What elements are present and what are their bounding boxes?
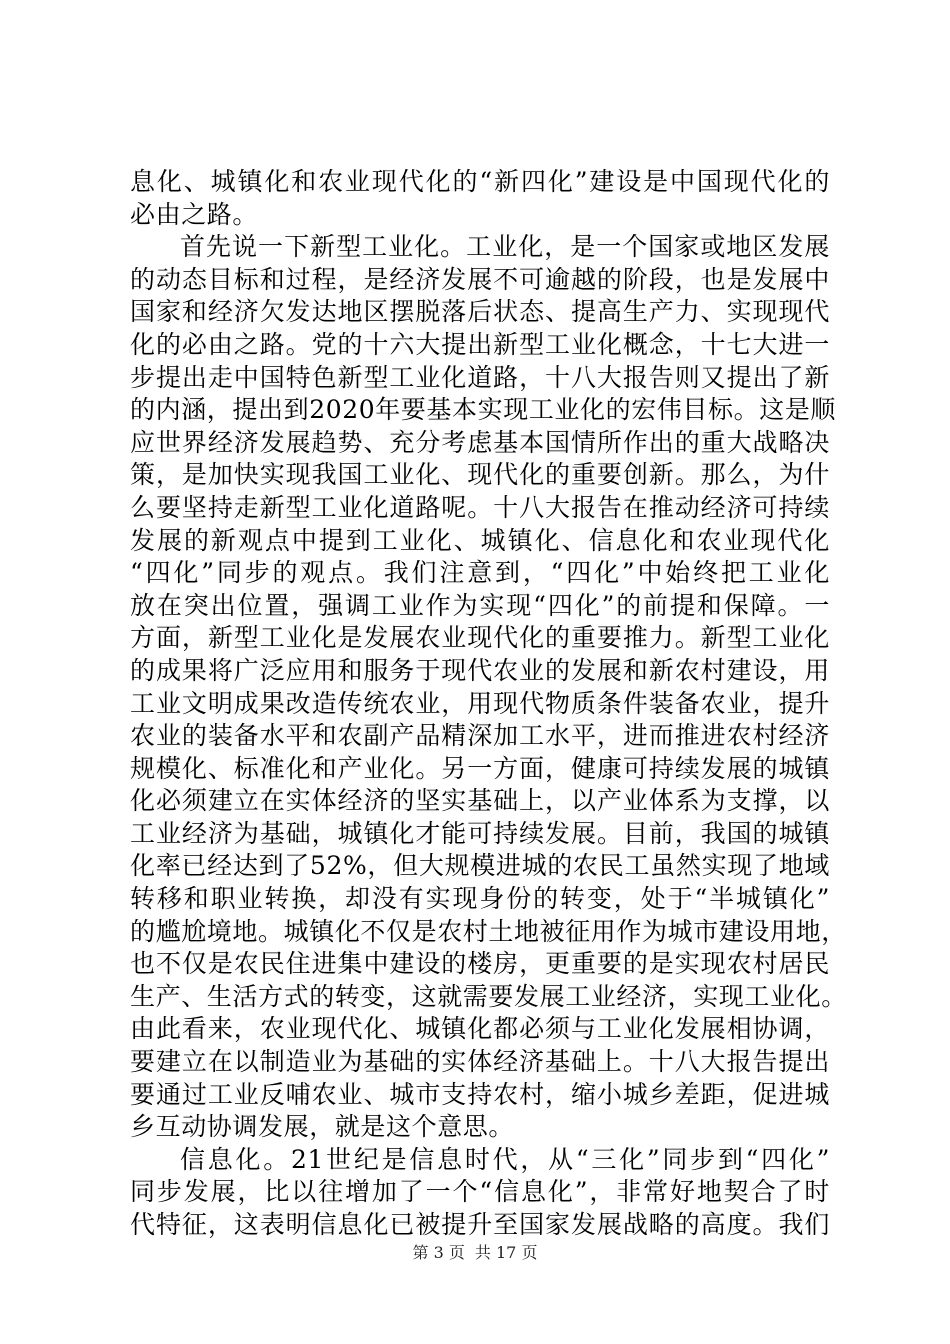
text-line: 转移和职业转换，却没有实现身份的转变，处于“半城镇化” <box>130 884 830 914</box>
text-line: 规模化、标准化和产业化。另一方面，健康可持续发展的城镇 <box>130 753 830 783</box>
page-number: 第 3 页 <box>412 1243 465 1262</box>
text-line: 发展的新观点中提到工业化、城镇化、信息化和农业现代化 <box>130 525 830 555</box>
paragraph-start-line: 信息化。21世纪是信息时代，从“三化”同步到“四化” <box>180 1144 830 1174</box>
text-line: 工业经济为基础，城镇化才能可持续发展。目前，我国的城镇 <box>130 818 830 848</box>
text-line: 要建立在以制造业为基础的实体经济基础上。十八大报告提出 <box>130 1047 830 1077</box>
text-line: 工业文明成果改造传统农业，用现代物质条件装备农业，提升 <box>130 688 830 718</box>
text-line: 化必须建立在实体经济的坚实基础上，以产业体系为支撑，以 <box>130 786 830 816</box>
text-line: 的成果将广泛应用和服务于现代农业的发展和新农村建设，用 <box>130 655 830 685</box>
text-line: 放在突出位置，强调工业作为实现“四化”的前提和保障。一 <box>130 590 830 620</box>
page-total: 共 17 页 <box>474 1243 538 1262</box>
page-footer <box>0 1243 950 1263</box>
text-line: 应世界经济发展趋势、充分考虑基本国情所作出的重大战略决 <box>130 427 830 457</box>
text-line: 化率已经达到了52%，但大规模进城的农民工虽然实现了地域 <box>130 851 830 881</box>
text-line: 步提出走中国特色新型工业化道路，十八大报告则又提出了新 <box>130 362 830 392</box>
paragraph-start-line: 首先说一下新型工业化。工业化，是一个国家或地区发展 <box>180 232 830 262</box>
text-line: 同步发展，比以往增加了一个“信息化”，非常好地契合了时 <box>130 1177 830 1207</box>
text-line: 乡互动协调发展，就是这个意思。 <box>130 1112 515 1142</box>
text-line: 的内涵，提出到2020年要基本实现工业化的宏伟目标。这是顺 <box>130 395 837 425</box>
text-line: 的动态目标和过程，是经济发展不可逾越的阶段，也是发展中 <box>130 264 830 294</box>
text-line: 代特征，这表明信息化已被提升至国家发展战略的高度。我们 <box>130 1210 830 1239</box>
text-line: 化的必由之路。党的十六大提出新型工业化概念，十七大进一 <box>130 329 830 359</box>
text-line: 国家和经济欠发达地区摆脱落后状态、提高生产力、实现现代 <box>130 297 830 327</box>
text-line: 的尴尬境地。城镇化不仅是农村土地被征用作为城市建设用地， <box>130 916 847 946</box>
text-line: 由此看来，农业现代化、城镇化都必须与工业化发展相协调， <box>130 1014 830 1044</box>
text-line: 必由之路。 <box>130 199 259 229</box>
text-line: 生产、生活方式的转变，这就需要发展工业经济，实现工业化。 <box>130 981 847 1011</box>
text-line: 么要坚持走新型工业化道路呢。十八大报告在推动经济可持续 <box>130 492 830 522</box>
text-line: 方面，新型工业化是发展农业现代化的重要推力。新型工业化 <box>130 623 830 653</box>
text-line: 农业的装备水平和农副产品精深加工水平，进而推进农村经济 <box>130 721 830 751</box>
document-body <box>130 166 847 1242</box>
text-line: 要通过工业反哺农业、城市支持农村，缩小城乡差距，促进城 <box>130 1079 830 1109</box>
text-line: 策，是加快实现我国工业化、现代化的重要创新。那么，为什 <box>130 460 830 490</box>
text-line: “四化”同步的观点。我们注意到，“四化”中始终把工业化 <box>130 558 830 588</box>
text-line: 息化、城镇化和农业现代化的“新四化”建设是中国现代化的 <box>130 167 830 196</box>
text-line: 也不仅是农民住进集中建设的楼房，更重要的是实现农村居民 <box>130 949 830 979</box>
